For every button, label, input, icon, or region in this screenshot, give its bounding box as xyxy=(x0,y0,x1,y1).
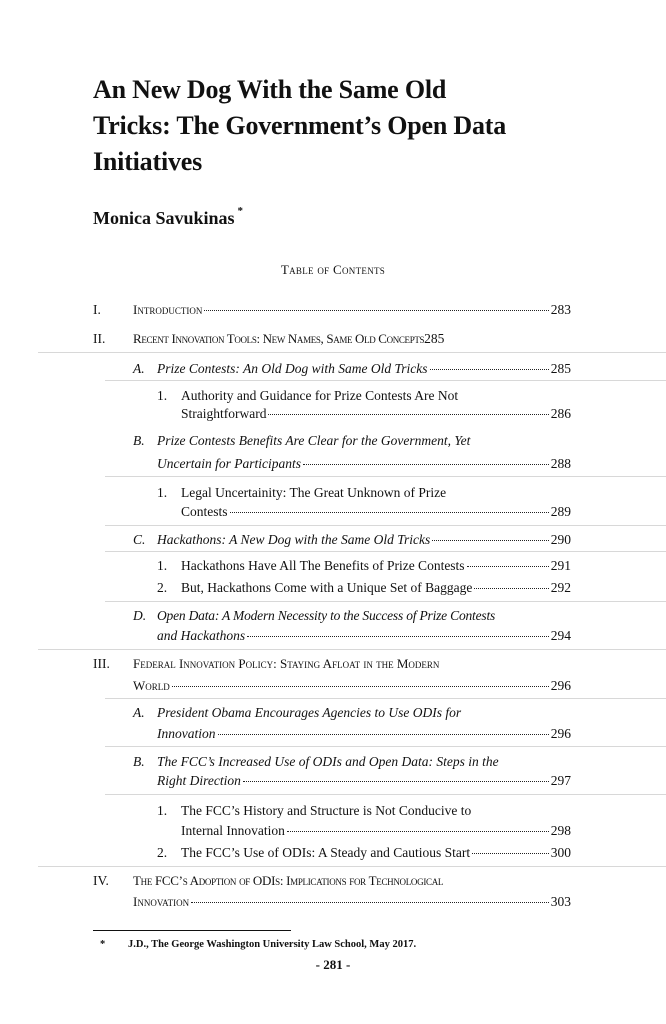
toc-page-number: 292 xyxy=(550,580,571,595)
toc-number: IV. xyxy=(93,873,109,888)
toc-entry-prize-benefits-line2[interactable] xyxy=(157,455,571,473)
author-text: Monica Savukinas xyxy=(93,208,235,228)
toc-page-number: 303 xyxy=(550,894,571,909)
toc-number: 2. xyxy=(157,845,168,860)
toc-entry-title: Straightforward xyxy=(181,406,267,421)
toc-entry-title: Prize Contests: An Old Dog with Same Old Tricks xyxy=(157,361,428,376)
toc-entry-title: and Hackathons xyxy=(157,628,246,643)
toc-page-number: 283 xyxy=(550,302,571,317)
toc-page-number: 291 xyxy=(550,558,571,573)
toc-entry-legal-uncertainty-line2[interactable] xyxy=(181,503,571,521)
toc-entry-title: The FCC’s Adoption of ODIs: Implications for Technological xyxy=(133,873,444,888)
toc-number: II. xyxy=(93,331,106,346)
toc-number: B. xyxy=(133,754,145,769)
leader-dots xyxy=(303,464,549,465)
toc-entry-fcc-odis-line1[interactable] xyxy=(157,753,571,771)
toc-entry-title: Innovation xyxy=(157,726,216,741)
toc-number: I. xyxy=(93,302,101,317)
footnote-separator xyxy=(93,930,291,931)
section-divider xyxy=(105,551,666,552)
toc-entry-title: Introduction xyxy=(133,302,203,317)
leader-dots xyxy=(191,902,549,903)
toc-entry-title: Right Direction xyxy=(157,773,241,788)
footnote xyxy=(100,939,416,950)
leader-dots xyxy=(230,512,549,513)
toc-entry-open-data-line1[interactable] xyxy=(157,607,571,625)
toc-entry-open-data-line2[interactable] xyxy=(157,627,571,645)
toc-entry-authority-guidance-line2[interactable] xyxy=(181,405,571,423)
toc-page-number: 298 xyxy=(550,823,571,838)
toc-entry-fcc-odis-line2[interactable] xyxy=(157,772,571,790)
toc-entry-title: Recent Innovation Tools: New Names, Same Old Concepts xyxy=(133,331,425,346)
toc-entry-title: Hackathons Have All The Benefits of Prize Contests xyxy=(181,558,465,573)
toc-page-number: 289 xyxy=(550,504,571,519)
leader-dots xyxy=(432,540,549,541)
toc-entry-title: World xyxy=(133,678,170,693)
toc-number: 1. xyxy=(157,388,168,403)
title-line: Tricks: The Government’s Open Data xyxy=(93,111,507,140)
toc-entry-title: Open Data: A Modern Necessity to the Success of Prize Contests xyxy=(157,608,496,623)
toc-number: 1. xyxy=(157,803,168,818)
toc-page-number: 296 xyxy=(550,726,571,741)
article-title xyxy=(93,72,593,180)
footnote-mark: * xyxy=(100,939,106,950)
toc-entry-recent-innovation-tools[interactable] xyxy=(133,330,571,348)
toc-entry-federal-innovation-line1[interactable] xyxy=(133,655,571,673)
section-divider xyxy=(38,352,666,353)
section-divider xyxy=(105,380,666,381)
toc-page-number: 290 xyxy=(550,532,571,547)
toc-page-number: 294 xyxy=(550,628,571,643)
leader-dots xyxy=(467,566,549,567)
toc-entry-title: Legal Uncertainity: The Great Unknown of Prize xyxy=(181,485,447,500)
toc-entry-title: Uncertain for Participants xyxy=(157,456,301,471)
toc-entry-obama-odis-line1[interactable] xyxy=(157,704,571,722)
leader-dots xyxy=(430,369,549,370)
author-footnote-mark: * xyxy=(237,205,244,217)
toc-entry-obama-odis-line2[interactable] xyxy=(157,725,571,743)
page-number: - 281 - xyxy=(315,957,351,972)
section-divider xyxy=(105,601,666,602)
toc-page-number: 285 xyxy=(550,361,571,376)
toc-entry-title: Authority and Guidance for Prize Contests Are Not xyxy=(181,388,459,403)
leader-dots xyxy=(243,781,549,782)
toc-entry-title: But, Hackathons Come with a Unique Set of Baggage xyxy=(181,580,473,595)
section-divider xyxy=(105,525,666,526)
toc-number: 1. xyxy=(157,485,168,500)
toc-entry-federal-innovation-line2[interactable] xyxy=(133,677,571,695)
toc-entry-title: Hackathons: A New Dog with the Same Old Tricks xyxy=(157,532,431,547)
toc-number: C. xyxy=(133,532,146,547)
toc-entry-prize-benefits-line1[interactable] xyxy=(157,432,571,450)
leader-dots xyxy=(287,831,549,832)
toc-entry-fcc-history-line1[interactable] xyxy=(181,802,571,820)
leader-dots xyxy=(268,414,548,415)
toc-entry-hackathons[interactable] xyxy=(157,531,571,549)
footnote-text: J.D., The George Washington University Law School, May 2017. xyxy=(128,939,417,950)
toc-page-number: 286 xyxy=(550,406,571,421)
toc-entry-fcc-history-line2[interactable] xyxy=(181,822,571,840)
toc-number: D. xyxy=(133,608,147,623)
toc-entry-authority-guidance-line1[interactable] xyxy=(181,387,571,405)
title-line: Initiatives xyxy=(93,147,203,176)
toc-entry-hackathons-baggage[interactable] xyxy=(181,579,571,597)
section-divider xyxy=(105,698,666,699)
toc-entry-title: Federal Innovation Policy: Staying Afloat in the Modern xyxy=(133,656,440,671)
toc-number: A. xyxy=(133,705,145,720)
toc-entry-title: Internal Innovation xyxy=(181,823,285,838)
author-name xyxy=(93,205,244,229)
toc-entry-hackathons-benefits[interactable] xyxy=(181,557,571,575)
toc-entry-introduction[interactable] xyxy=(133,301,571,319)
section-divider xyxy=(38,649,666,650)
toc-page-number: 296 xyxy=(550,678,571,693)
toc-entry-title: The FCC’s Increased Use of ODIs and Open Data: Steps in the xyxy=(157,754,499,769)
toc-entry-fcc-use-of-odis[interactable] xyxy=(181,844,571,862)
toc-heading: Table of Contents xyxy=(280,262,386,277)
toc-entry-title: Prize Contests Benefits Are Clear for the Government, Yet xyxy=(157,433,471,448)
leader-dots xyxy=(172,686,549,687)
toc-entry-prize-contests[interactable] xyxy=(157,360,571,378)
toc-number: A. xyxy=(133,361,145,376)
toc-entry-title: President Obama Encourages Agencies to Use ODIs for xyxy=(157,705,462,720)
toc-entry-fcc-adoption-line1[interactable] xyxy=(133,872,571,890)
leader-dots xyxy=(247,636,549,637)
toc-page-number: 300 xyxy=(550,845,571,860)
leader-dots xyxy=(204,310,548,311)
toc-entry-title: Innovation xyxy=(133,894,190,909)
leader-dots xyxy=(218,734,549,735)
section-divider xyxy=(105,794,666,795)
leader-dots xyxy=(472,853,549,854)
section-divider xyxy=(105,476,666,477)
toc-entry-legal-uncertainty-line1[interactable] xyxy=(181,484,571,502)
leader-dots xyxy=(474,588,548,589)
title-line: An New Dog With the Same Old xyxy=(93,75,447,104)
toc-entry-title: Contests xyxy=(181,504,228,519)
toc-page-number: 297 xyxy=(550,773,571,788)
section-divider xyxy=(105,746,666,747)
toc-number: 2. xyxy=(157,580,168,595)
toc-page-number: 285 xyxy=(424,331,445,346)
toc-page-number: 288 xyxy=(550,456,571,471)
section-divider xyxy=(38,866,666,867)
toc-entry-fcc-adoption-line2[interactable] xyxy=(133,893,571,911)
toc-number: B. xyxy=(133,433,145,448)
toc-entry-title: The FCC’s Use of ODIs: A Steady and Cautious Start xyxy=(181,845,471,860)
toc-number: III. xyxy=(93,656,110,671)
toc-number: 1. xyxy=(157,558,168,573)
toc-entry-title: The FCC’s History and Structure is Not Conducive to xyxy=(181,803,472,818)
